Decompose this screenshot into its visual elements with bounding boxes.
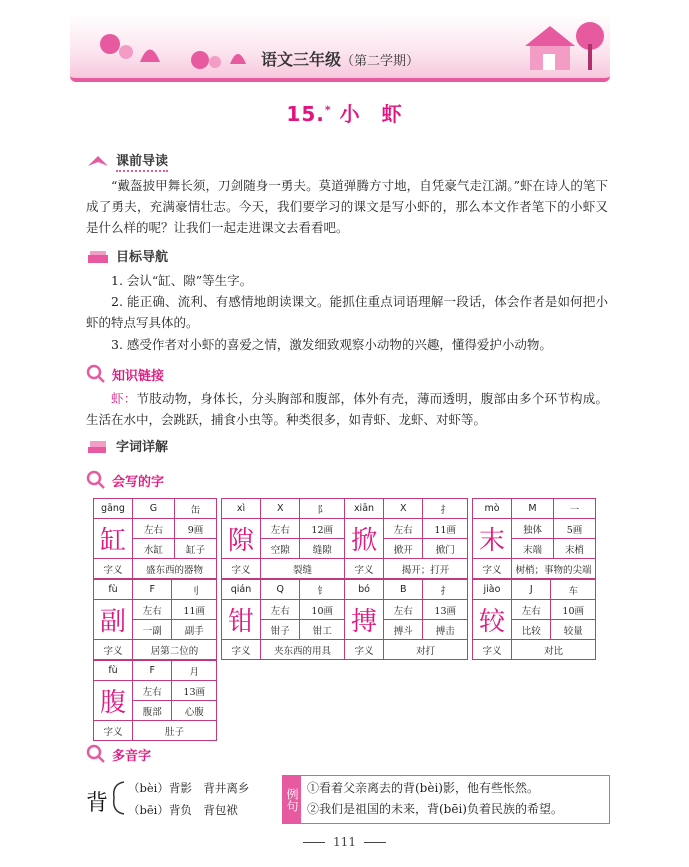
char-card <box>93 498 217 579</box>
open-book-icon <box>86 247 110 265</box>
meaning-label: 字义 <box>345 640 384 660</box>
character: 掀 <box>345 519 384 559</box>
word-2: 掀门 <box>423 539 468 559</box>
magnifier-icon <box>86 744 106 764</box>
character: 钳 <box>222 600 261 640</box>
radical: 一 <box>553 499 595 519</box>
structure: 左右 <box>133 600 172 620</box>
stroke-count: 11画 <box>423 519 468 539</box>
pinyin: qián <box>222 580 261 600</box>
meaning-label: 字义 <box>222 559 261 579</box>
meaning-label: 字义 <box>345 559 384 579</box>
meaning-label: 字义 <box>473 640 512 660</box>
character: 腹 <box>94 681 133 721</box>
meaning-label: 字义 <box>473 559 512 579</box>
knowledge-text: 虾：节肢动物，身体长，分头胸部和腹部，体外有壳，薄而透明，腹部由多个环节构成。生活在水中，会跳跃，捕食小虫等。种类很多，如青虾、龙虾、对虾等。 <box>86 391 608 427</box>
character: 搏 <box>345 600 384 640</box>
word-2: 缸子 <box>174 539 216 559</box>
section-write-chars: 会写的字 <box>86 470 164 490</box>
example-tag: 例句 <box>283 776 301 823</box>
word-2: 搏击 <box>423 620 468 640</box>
radical: 扌 <box>423 580 468 600</box>
section-preview: 课前导读 <box>86 150 168 172</box>
meaning-label: 字义 <box>94 640 133 660</box>
word-2: 心腹 <box>172 701 217 721</box>
example-sentence-1: ①看着父亲离去的背(bèi)影，他有些怅然。 <box>307 781 539 795</box>
radical: 车 <box>551 580 596 600</box>
goal-item: 3. 感受作者对小虾的喜爱之情，激发细致观察小动物的兴趣，懂得爱护小动物。 <box>111 337 552 352</box>
magnifier-icon <box>86 364 106 384</box>
character: 副 <box>94 600 133 640</box>
word-1: 一副 <box>133 620 172 640</box>
pinyin: fù <box>94 580 133 600</box>
section-knowledge: 知识链接 <box>86 364 164 384</box>
stroke-count: 12画 <box>300 519 345 539</box>
meaning: 揭开；打开 <box>384 559 468 579</box>
word-1: 搏斗 <box>384 620 423 640</box>
character: 末 <box>473 519 512 559</box>
char-card <box>93 660 217 741</box>
index-letter: B <box>384 580 423 600</box>
brace-icon <box>108 778 126 818</box>
preview-text: “戴盔披甲舞长须，刀剑随身一勇夫。莫道弹腾方寸地，自凭豪气走江湖。”虾在诗人的笔下成了勇夫，充满豪情壮志。今天，我们要学习的课文是写小虾的，那么本文作者笔下的小虾又是什么样的呢？让我们一起走进课文去看看吧。 <box>86 178 608 235</box>
radical: 月 <box>172 661 217 681</box>
books-icon <box>86 437 110 455</box>
header-title: 语文三年级（第二学期） <box>260 50 420 69</box>
lesson-title: 15.* 小 虾 <box>286 102 403 126</box>
pinyin: xiān <box>345 499 384 519</box>
structure: 左右 <box>384 600 423 620</box>
structure: 左右 <box>261 600 300 620</box>
word-1: 钳子 <box>261 620 300 640</box>
radical: 扌 <box>423 499 468 519</box>
character: 隙 <box>222 519 261 559</box>
meaning: 对比 <box>512 640 596 660</box>
index-letter: F <box>133 661 172 681</box>
meaning: 树梢；事物的尖端 <box>512 559 596 579</box>
word-2: 末梢 <box>553 539 595 559</box>
structure: 左右 <box>261 519 300 539</box>
structure: 左右 <box>512 600 551 620</box>
index-letter: Q <box>261 580 300 600</box>
meaning: 盛东西的器物 <box>133 559 217 579</box>
polyphone-reading-1: （bèi）背影 背井离乡 <box>128 781 250 795</box>
index-letter: X <box>261 499 300 519</box>
stroke-count: 10画 <box>551 600 596 620</box>
char-card <box>472 579 596 660</box>
meaning: 夹东西的用具 <box>261 640 345 660</box>
pinyin: xì <box>222 499 261 519</box>
word-2: 较量 <box>551 620 596 640</box>
stroke-count: 10画 <box>300 600 345 620</box>
polyphone-reading-2: （bēi）背负 背包袱 <box>128 803 238 817</box>
word-1: 空隙 <box>261 539 300 559</box>
pinyin: bó <box>345 580 384 600</box>
structure: 独体 <box>512 519 554 539</box>
stroke-count: 13画 <box>172 681 217 701</box>
index-letter: F <box>133 580 172 600</box>
structure: 左右 <box>133 681 172 701</box>
meaning: 对打 <box>384 640 468 660</box>
word-2: 副手 <box>172 620 217 640</box>
meaning-label: 字义 <box>94 721 133 741</box>
character: 较 <box>473 600 512 640</box>
char-card <box>472 498 596 579</box>
structure: 左右 <box>133 519 175 539</box>
example-box <box>282 775 610 824</box>
word-1: 腹部 <box>133 701 172 721</box>
radical: 刂 <box>172 580 217 600</box>
word-1: 掀开 <box>384 539 423 559</box>
pinyin: fù <box>94 661 133 681</box>
stroke-count: 13画 <box>423 600 468 620</box>
char-card <box>93 579 217 660</box>
word-2: 钳工 <box>300 620 345 640</box>
page-number: 111 <box>0 835 689 849</box>
char-card <box>221 579 345 660</box>
character: 缸 <box>94 519 133 559</box>
char-card <box>221 498 345 579</box>
meaning-label: 字义 <box>222 640 261 660</box>
meaning: 肚子 <box>133 721 217 741</box>
polyphone-char: 背 <box>86 791 109 816</box>
stroke-count: 5画 <box>553 519 595 539</box>
word-1: 比较 <box>512 620 551 640</box>
goal-item: 1. 会认“缸、隙”等生字。 <box>111 273 253 288</box>
goal-item: 2. 能正确、流利、有感情地朗读课文。能抓住重点词语理解一段话，体会作者是如何把小虾的特点写具体的。 <box>86 294 608 330</box>
index-letter: M <box>512 499 554 519</box>
page-header <box>70 14 610 82</box>
book-icon <box>86 152 110 170</box>
magnifier-icon <box>86 470 106 490</box>
example-sentence-2: ②我们是祖国的未来，背(bēi)负着民族的希望。 <box>307 802 563 816</box>
structure: 左右 <box>384 519 423 539</box>
word-2: 缝隙 <box>300 539 345 559</box>
index-letter: X <box>384 499 423 519</box>
radical: 缶 <box>174 499 216 519</box>
word-1: 末端 <box>512 539 554 559</box>
index-letter: J <box>512 580 551 600</box>
char-card <box>344 579 468 660</box>
meaning: 居第二位的 <box>133 640 217 660</box>
pinyin: mò <box>473 499 512 519</box>
char-card <box>344 498 468 579</box>
meaning-label: 字义 <box>94 559 133 579</box>
pinyin: gāng <box>94 499 133 519</box>
stroke-count: 11画 <box>172 600 217 620</box>
stroke-count: 9画 <box>174 519 216 539</box>
radical: 阝 <box>300 499 345 519</box>
section-goals: 目标导航 <box>86 246 168 265</box>
meaning: 裂缝 <box>261 559 345 579</box>
radical: 钅 <box>300 580 345 600</box>
section-polyphone: 多音字 <box>86 744 151 764</box>
index-letter: G <box>133 499 175 519</box>
section-words: 字词详解 <box>86 436 168 455</box>
pinyin: jiào <box>473 580 512 600</box>
word-1: 水缸 <box>133 539 175 559</box>
